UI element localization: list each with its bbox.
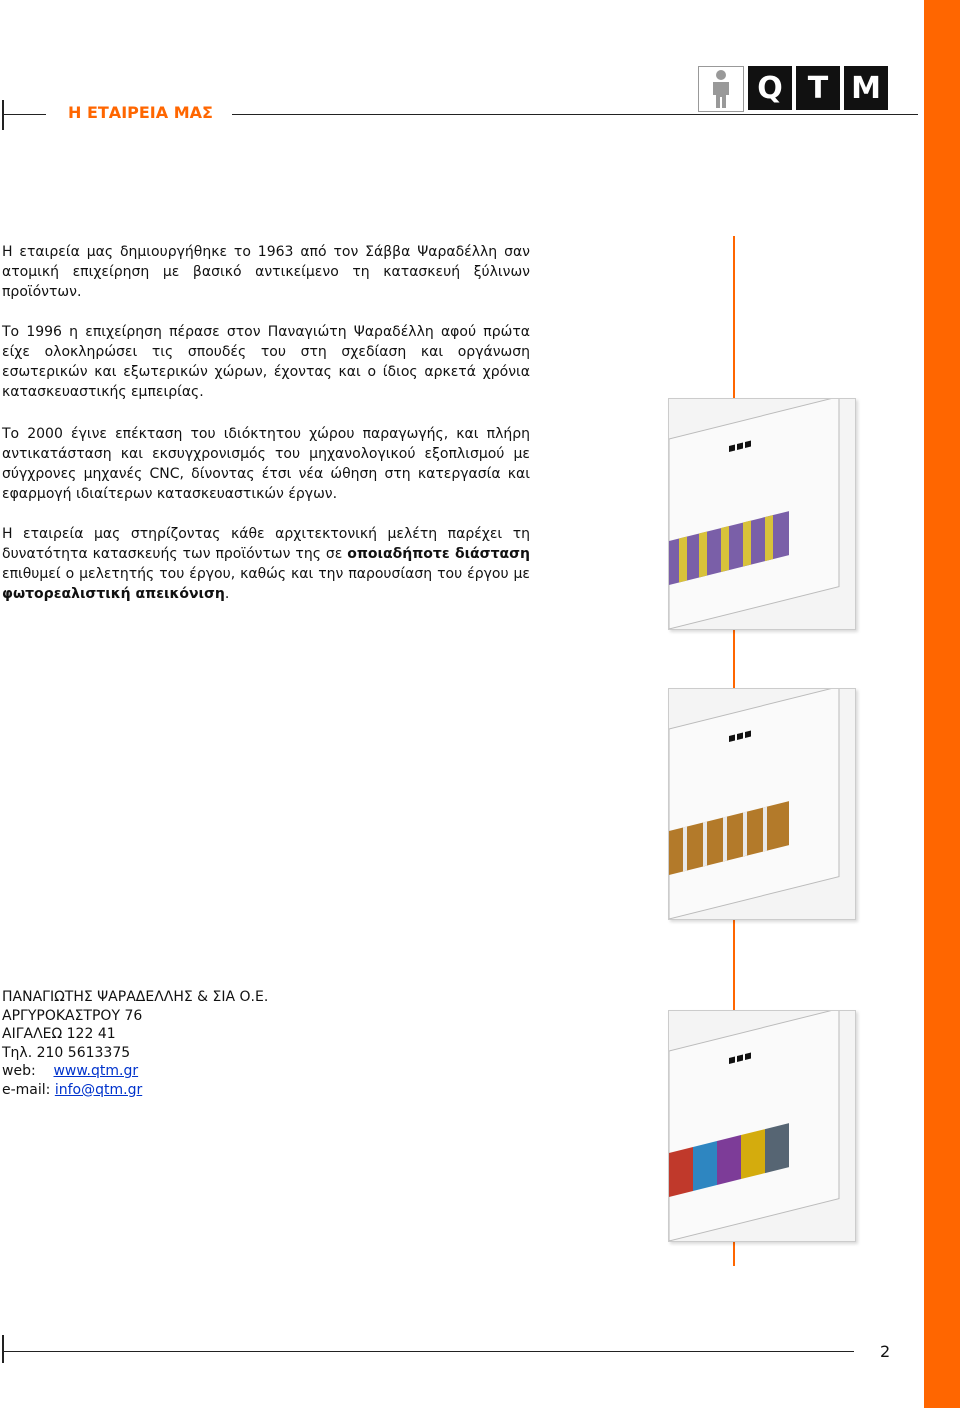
contact-block <box>2 988 268 1099</box>
web-link[interactable]: www.qtm.gr <box>53 1063 139 1079</box>
phone-number: Τηλ. 210 5613375 <box>2 1044 131 1061</box>
paragraph-history: Η εταιρεία μας δημιουργήθηκε το 1963 από τον Σάββα Ψαραδέλλη σαν ατομική επιχείρηση με βασικό αντικείμενο τη κατασκευή ξύλινων προϊόντων. <box>2 244 530 300</box>
header-rule-left <box>2 114 46 115</box>
city-postcode: ΑΙΓΑΛΕΩ 122 41 <box>2 1026 116 1042</box>
page-number: 2 <box>880 1342 891 1361</box>
email-line: e-mail: info@qtm.gr <box>2 1081 143 1098</box>
qtm-logo <box>698 66 888 112</box>
email-link[interactable]: info@qtm.gr <box>54 1081 143 1098</box>
footer-rule <box>2 1351 854 1352</box>
paragraph-1996: Το 1996 η επιχείρηση πέρασε στον Παναγιώτη Ψαραδέλλη αφού πρώτα είχε ολοκληρώσει τις σπουδές του στη σχεδίαση και οργάνωση εσωτερικών και εξωτερικών χώρων, έχοντας και ο ίδιος αρκετά χρόνια κατασκευαστικής εμπειρίας. <box>2 324 530 400</box>
emphasis-rendering: φωτορεαλιστική απεικόνιση <box>2 586 225 602</box>
logo-letter-t: T <box>796 66 840 110</box>
catalog-cover-2 <box>668 688 856 920</box>
catalog-cover-1 <box>668 398 856 630</box>
paragraph-2000: Το 2000 έγινε επέκταση του ιδιόκτητου χώρου παραγωγής, και πλήρη αντικατάσταση και εκσυγχρονισμός του μηχανολογικού εξοπλισμού με σύγχρονες μηχανές CNC, δίνοντας έτσι νέα ώθηση στη κατεργασία και εφαρμογή ιδιαίτερων κατασκευαστικών έργων. <box>2 426 530 502</box>
logo-letter-q: Q <box>748 66 792 110</box>
street-address: ΑΡΓΥΡΟΚΑΣΤΡΟΥ 76 <box>2 1007 143 1024</box>
company-name: ΠΑΝΑΓΙΩΤΗΣ ΨΑΡΑΔΕΛΛΗΣ & ΣΙΑ Ο.Ε. <box>2 989 269 1005</box>
web-line: web: www.qtm.gr <box>2 1063 139 1079</box>
emphasis-dimension: οποιαδήποτε διάσταση <box>347 546 531 562</box>
paragraph-services: Η εταιρεία μας στηρίζοντας κάθε αρχιτεκτονική μελέτη παρέχει τη δυνατότητα κατασκευής των προϊόντων της σε οποιαδήποτε διάσταση επιθυμεί ο μελετητής του έργου, καθώς και την παρουσίαση του έργου με φωτορεαλιστική απεικόνιση. <box>2 526 531 602</box>
orange-side-bar <box>924 0 960 1408</box>
catalog-cover-3 <box>668 1010 856 1242</box>
person-icon <box>698 66 744 112</box>
header-vertical-rule <box>2 100 4 130</box>
footer-vertical-rule <box>2 1335 4 1363</box>
header-rule-right <box>232 114 918 115</box>
page-title: Η ΕΤΑΙΡΕΙΑ ΜΑΣ <box>68 103 213 122</box>
logo-letter-m: M <box>844 66 888 110</box>
